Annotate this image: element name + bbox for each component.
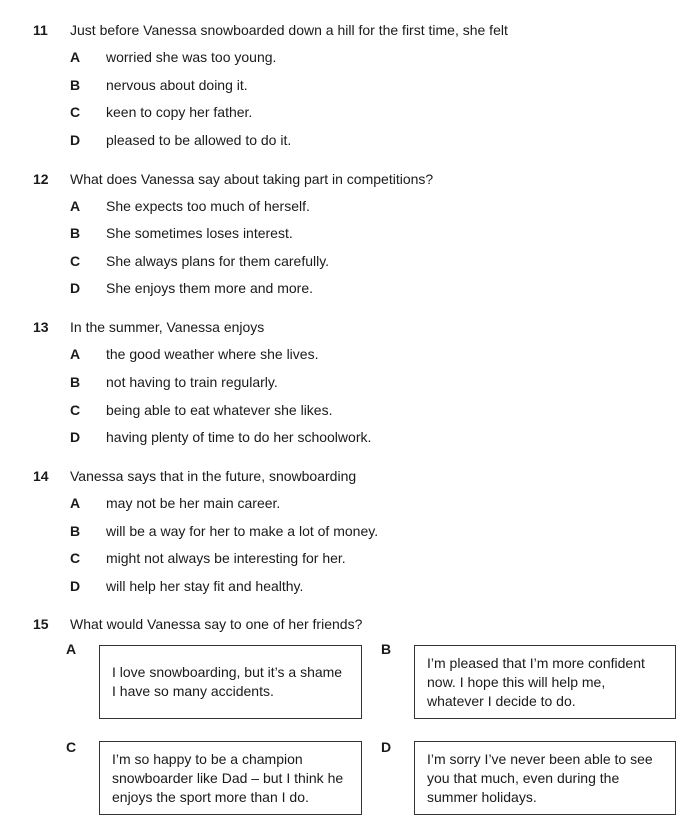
option-letter: B <box>70 225 81 241</box>
option-letter: A <box>70 49 81 65</box>
option-letter: B <box>70 523 81 539</box>
option-text: pleased to be allowed to do it. <box>106 132 292 148</box>
option-letter: B <box>70 77 81 93</box>
question-text: What would Vanessa say to one of her friends? <box>70 616 363 632</box>
box-letter-d: D <box>381 739 392 755</box>
option-text: will be a way for her to make a lot of money. <box>106 523 379 539</box>
answer-box-a <box>99 645 362 719</box>
question-number: 15 <box>33 616 49 632</box>
option-text: the good weather where she lives. <box>106 346 319 362</box>
option-text: She sometimes loses interest. <box>106 225 293 241</box>
option-letter: D <box>70 578 81 594</box>
answer-box-d <box>414 741 676 815</box>
option-letter: C <box>70 550 81 566</box>
answer-box-b <box>414 645 676 719</box>
question-text: In the summer, Vanessa enjoys <box>70 319 265 335</box>
option-text: She expects too much of herself. <box>106 198 310 214</box>
option-text: worried she was too young. <box>106 49 277 65</box>
option-text: may not be her main career. <box>106 495 281 511</box>
question-number: 12 <box>33 171 49 187</box>
option-text: nervous about doing it. <box>106 77 248 93</box>
option-text: might not always be interesting for her. <box>106 550 346 566</box>
question-text: Just before Vanessa snowboarded down a hill for the first time, she felt <box>70 22 508 38</box>
option-text: being able to eat whatever she likes. <box>106 402 333 418</box>
option-text: She always plans for them carefully. <box>106 253 330 269</box>
option-letter: D <box>70 132 81 148</box>
option-text: keen to copy her father. <box>106 104 253 120</box>
question-number: 11 <box>33 22 48 38</box>
answer-box-text: I’m pleased that I’m more confident now. I hope this will help me, whatever I decide to do. <box>427 655 645 709</box>
option-letter: A <box>70 346 81 362</box>
question-text: Vanessa says that in the future, snowboarding <box>70 468 357 484</box>
box-letter-c: C <box>66 739 77 755</box>
option-letter: A <box>70 495 81 511</box>
box-letter-b: B <box>381 641 392 657</box>
option-letter: A <box>70 198 81 214</box>
answer-box-c <box>99 741 362 815</box>
answer-box-text: I’m so happy to be a champion snowboarder like Dad – but I think he enjoys the sport more than I do. <box>112 751 344 805</box>
box-letter-a: A <box>66 641 77 657</box>
question-text: What does Vanessa say about taking part in competitions? <box>70 171 434 187</box>
answer-box-text: I love snowboarding, but it’s a shame I have so many accidents. <box>112 664 343 699</box>
option-letter: D <box>70 280 81 296</box>
option-letter: D <box>70 429 81 445</box>
option-letter: C <box>70 402 81 418</box>
option-text: not having to train regularly. <box>106 374 278 390</box>
option-letter: C <box>70 253 81 269</box>
answer-box-text: I’m sorry I’ve never been able to see you that much, even during the summer holidays. <box>427 751 653 805</box>
option-letter: C <box>70 104 81 120</box>
option-text: having plenty of time to do her schoolwork. <box>106 429 372 445</box>
option-letter: B <box>70 374 81 390</box>
option-text: will help her stay fit and healthy. <box>106 578 304 594</box>
question-number: 14 <box>33 468 49 484</box>
option-text: She enjoys them more and more. <box>106 280 313 296</box>
question-number: 13 <box>33 319 49 335</box>
